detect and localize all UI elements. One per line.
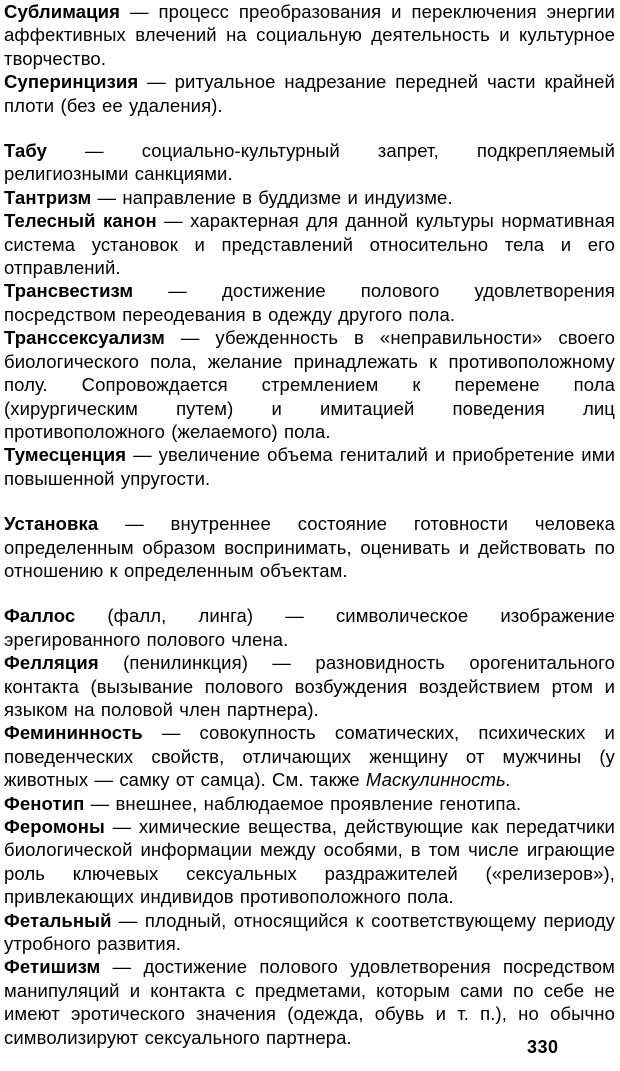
definition: — достижение полового удовлетворения посредством переодевания в одежду другого пола.	[4, 280, 615, 325]
term: Транссексуализм	[4, 327, 165, 349]
definition: — убежденность в «неправильности» своего биологического пола, желание принадлежать к противоположному полу. Сопровождается стремлением к перемене пола (хирургическим путем) и имитацией поведения лиц противоположного (желаемого) пола.	[4, 327, 615, 442]
term: Фетишизм	[4, 956, 101, 978]
entry-transsexualism	[4, 326, 615, 443]
definition: (фалл, линга) — символическое изображение эрегированного полового члена.	[4, 605, 615, 650]
entry-superincision	[4, 70, 615, 117]
definition: — увеличение объема гениталий и приобретение ими повышенной упругости.	[4, 444, 615, 489]
glossary-page	[4, 0, 615, 1049]
definition: — направление в буддизме и индуизме.	[91, 186, 453, 208]
entry-sublimation	[4, 0, 615, 70]
definition: (пенилинкция) — разновидность орогенитального контакта (вызывание полового возбуждения воздействием ртом и языком на половой член партнера).	[4, 652, 615, 720]
see-also-reference: Маскулинность.	[365, 769, 512, 791]
definition: — внутреннее состояние готовности человека определенным образом воспринимать, оценивать и действовать по отношению к определенным объектам.	[4, 513, 615, 581]
definition: — внешнее, наблюдаемое проявление генотипа.	[84, 792, 522, 814]
definition: — плодный, относящийся к соответствующему периоду утробного развития.	[4, 909, 615, 955]
term: Фемининность	[4, 722, 143, 744]
term: Трансвестизм	[4, 280, 134, 302]
entry-transvestism	[4, 279, 615, 326]
term: Фенотип	[4, 792, 85, 814]
term: Сублимация	[4, 1, 121, 22]
term: Телесный канон	[4, 210, 157, 232]
definition: — ритуальное надрезание передней части крайней плоти (без ее удаления).	[4, 71, 615, 116]
term: Фаллос	[4, 605, 76, 627]
definition: — социально-культурный запрет, подкрепляемый религиозными санкциями.	[4, 140, 615, 185]
entry-fetal	[4, 909, 615, 956]
entry-tumescence	[4, 443, 615, 490]
term: Установка	[4, 513, 99, 535]
entry-phallus	[4, 604, 615, 651]
definition: — характерная для данной культуры нормативная система установок и представлений относительно тела и его отправлений.	[4, 210, 616, 279]
term: Тантризм	[4, 186, 92, 208]
term: Фетальный	[4, 909, 112, 931]
term: Фелляция	[4, 652, 99, 674]
page-number: 330	[527, 1037, 559, 1057]
term: Тумесценция	[4, 444, 127, 466]
definition: — химические вещества, действующие как передатчики биологической информации между особями, в том числе играющие роль ключевых сексуальных раздражителей («релизеров»), привлекающих индивидов противоположного пола.	[4, 816, 615, 908]
definition: — достижение полового удовлетворения посредством манипуляций и контакта с предметами, которым сами по себе не имеют эротического значения (одежда, обувь и т. п.), но обычно символизируют сексуального партнера.	[4, 956, 615, 1048]
term: Табу	[4, 140, 48, 162]
definition: — процесс преобразования и переключения энергии аффективных влечений на социальную деятельность и культурное творчество.	[4, 1, 615, 69]
entry-phenotype	[4, 792, 615, 815]
entry-fellatio	[4, 651, 615, 721]
entry-pheromones	[4, 815, 615, 909]
definition: — совокупность соматических, психических и поведенческих свойств, отличающих женщину от мужчины (у животных — самку от самца). См. также	[4, 722, 615, 791]
term: Суперинцизия	[4, 71, 139, 93]
entry-tantrism	[4, 186, 615, 209]
entry-attitude	[4, 512, 615, 582]
entry-fetishism	[4, 955, 615, 1049]
entry-taboo	[4, 139, 615, 186]
entry-femininity	[4, 721, 615, 791]
term: Феромоны	[4, 816, 105, 837]
entry-body-canon	[4, 209, 615, 279]
